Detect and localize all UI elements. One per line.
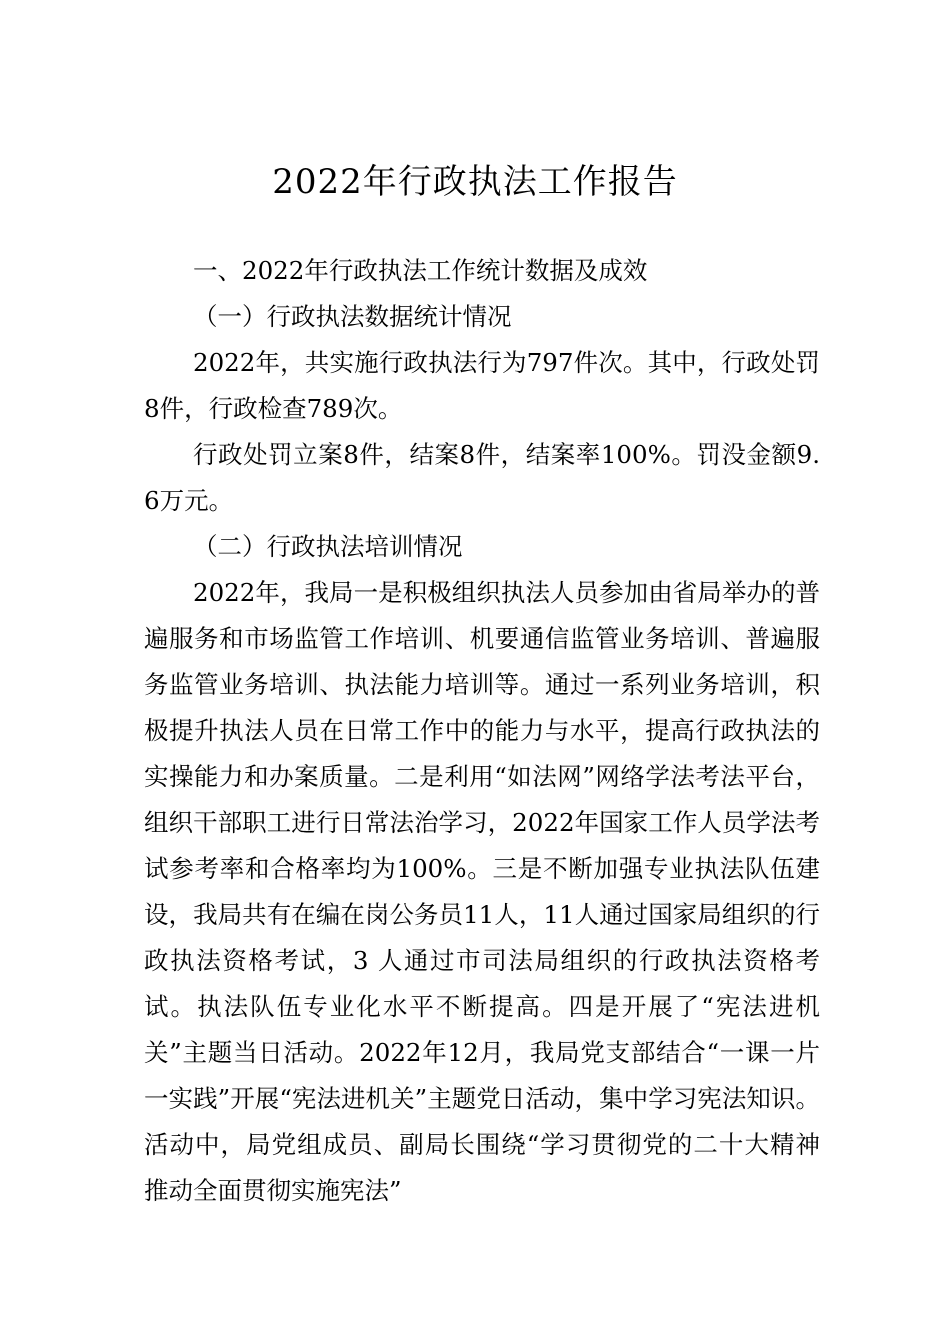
document-body bbox=[144, 248, 820, 1214]
subsection-heading: （一）行政执法数据统计情况 bbox=[193, 302, 512, 331]
section-heading: 一、2022年行政执法工作统计数据及成效 bbox=[193, 256, 648, 285]
body-paragraph: 2022年，我局一是积极组织执法人员参加由省局举办的普遍服务和市场监管工作培训、机要通信监管业务培训、普遍服务监管业务培训、执法能力培训等。通过一系列业务培训，积极提升执法人员在日常工作中的能力与水平，提高行政执法的实操能力和办案质量。二是利用“如法网”网络学法考法平台，组织干部职工进行日常法治学习，2022年国家工作人员学法考试参考率和合格率均为100%。三是不断加强专业执法队伍建设，我局共有在编在岗公务员11人，11人通过国家局组织的行政执法资格考试，3 人通过市司法局组织的行政执法资格考试。执法队伍专业化水平不断提高。四是开展了“宪法进机关”主题当日活动。2022年12月，我局党支部结合“一课一片一实践”开展“宪法进机关”主题党日活动，集中学习宪法知识。活动中，局党组成员、副局长围绕“学习贯彻党的二十大精神 推动全面贯彻实施宪法” bbox=[144, 578, 820, 1205]
document-title: 2022年行政执法工作报告 bbox=[272, 162, 678, 202]
body-paragraph: 2022年，共实施行政执法行为797件次。其中，行政处罚8件，行政检查789次。 bbox=[144, 348, 820, 423]
subsection-heading: （二）行政执法培训情况 bbox=[193, 532, 463, 561]
body-paragraph: 行政处罚立案8件，结案8件，结案率100%。罚没金额9.6万元。 bbox=[144, 440, 820, 515]
